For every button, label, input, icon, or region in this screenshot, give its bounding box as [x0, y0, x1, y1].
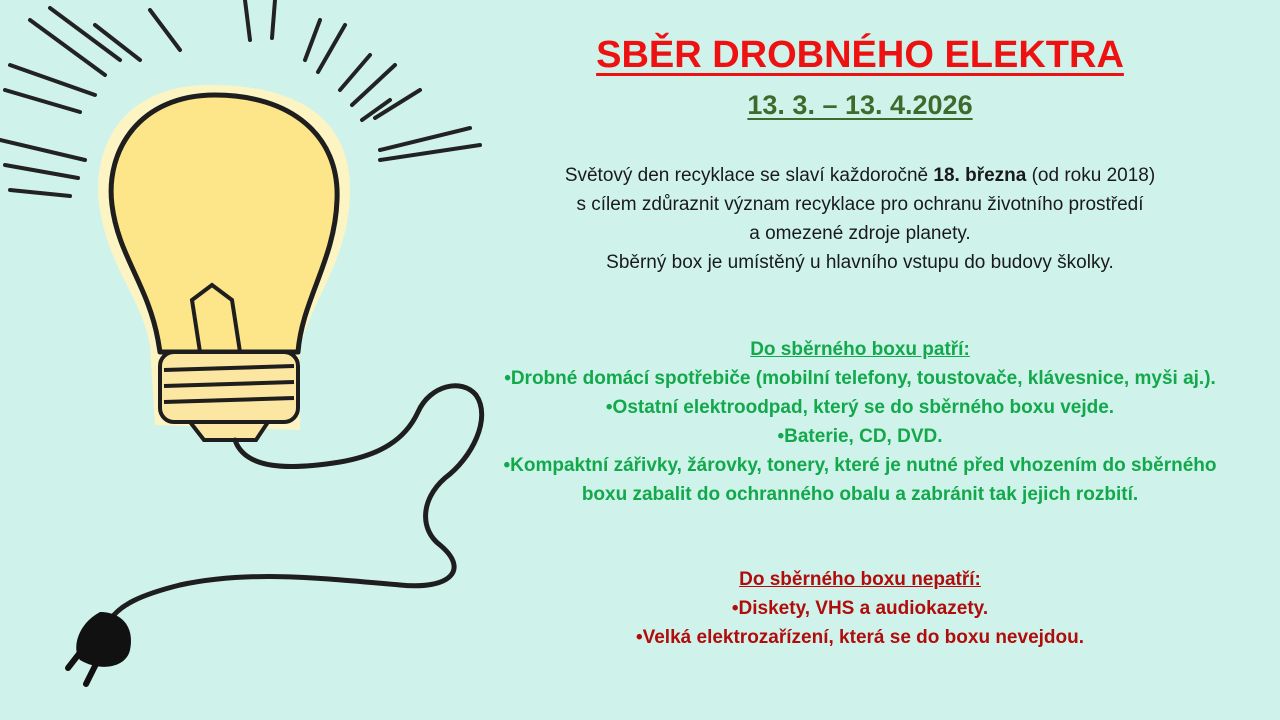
intro-line-2: s cílem zdůraznit význam recyklace pro ochranu životního prostředí [576, 194, 1144, 215]
intro-line-1: Světový den recyklace se slaví každoročně 18. března (od roku 2018) [564, 165, 1156, 186]
allowed-item: •Ostatní elektroodpad, který se do sběrného boxu vejde. [605, 397, 1115, 418]
allowed-heading: Do sběrného boxu patří: [750, 339, 970, 360]
allowed-item: •Kompaktní zářivky, žárovky, tonery, které je nutné před vhozením do sběrného [503, 455, 1217, 476]
power-plug-icon [68, 612, 131, 684]
allowed-item: •Drobné domácí spotřebiče (mobilní telefony, toustovače, klávesnice, myši aj.). [504, 368, 1216, 389]
forbidden-item: •Velká elektrozařízení, která se do boxu nevejdou. [635, 627, 1085, 648]
intro-line-4: Sběrný box je umístěný u hlavního vstupu do budovy školky. [606, 252, 1114, 273]
forbidden-heading: Do sběrného boxu nepatří: [739, 569, 981, 590]
page-title: SBĚR DROBNÉHO ELEKTRA [596, 34, 1124, 76]
intro-line-3: a omezené zdroje planety. [749, 223, 971, 244]
forbidden-item: •Diskety, VHS a audiokazety. [731, 598, 989, 619]
recycling-day-date: 18. března [933, 165, 1027, 186]
allowed-item-continuation: boxu zabalit do ochranného obalu a zabránit tak jejich rozbití. [581, 484, 1139, 505]
allowed-item: •Baterie, CD, DVD. [777, 426, 943, 447]
date-range: 13. 3. – 13. 4.2026 [747, 90, 973, 120]
